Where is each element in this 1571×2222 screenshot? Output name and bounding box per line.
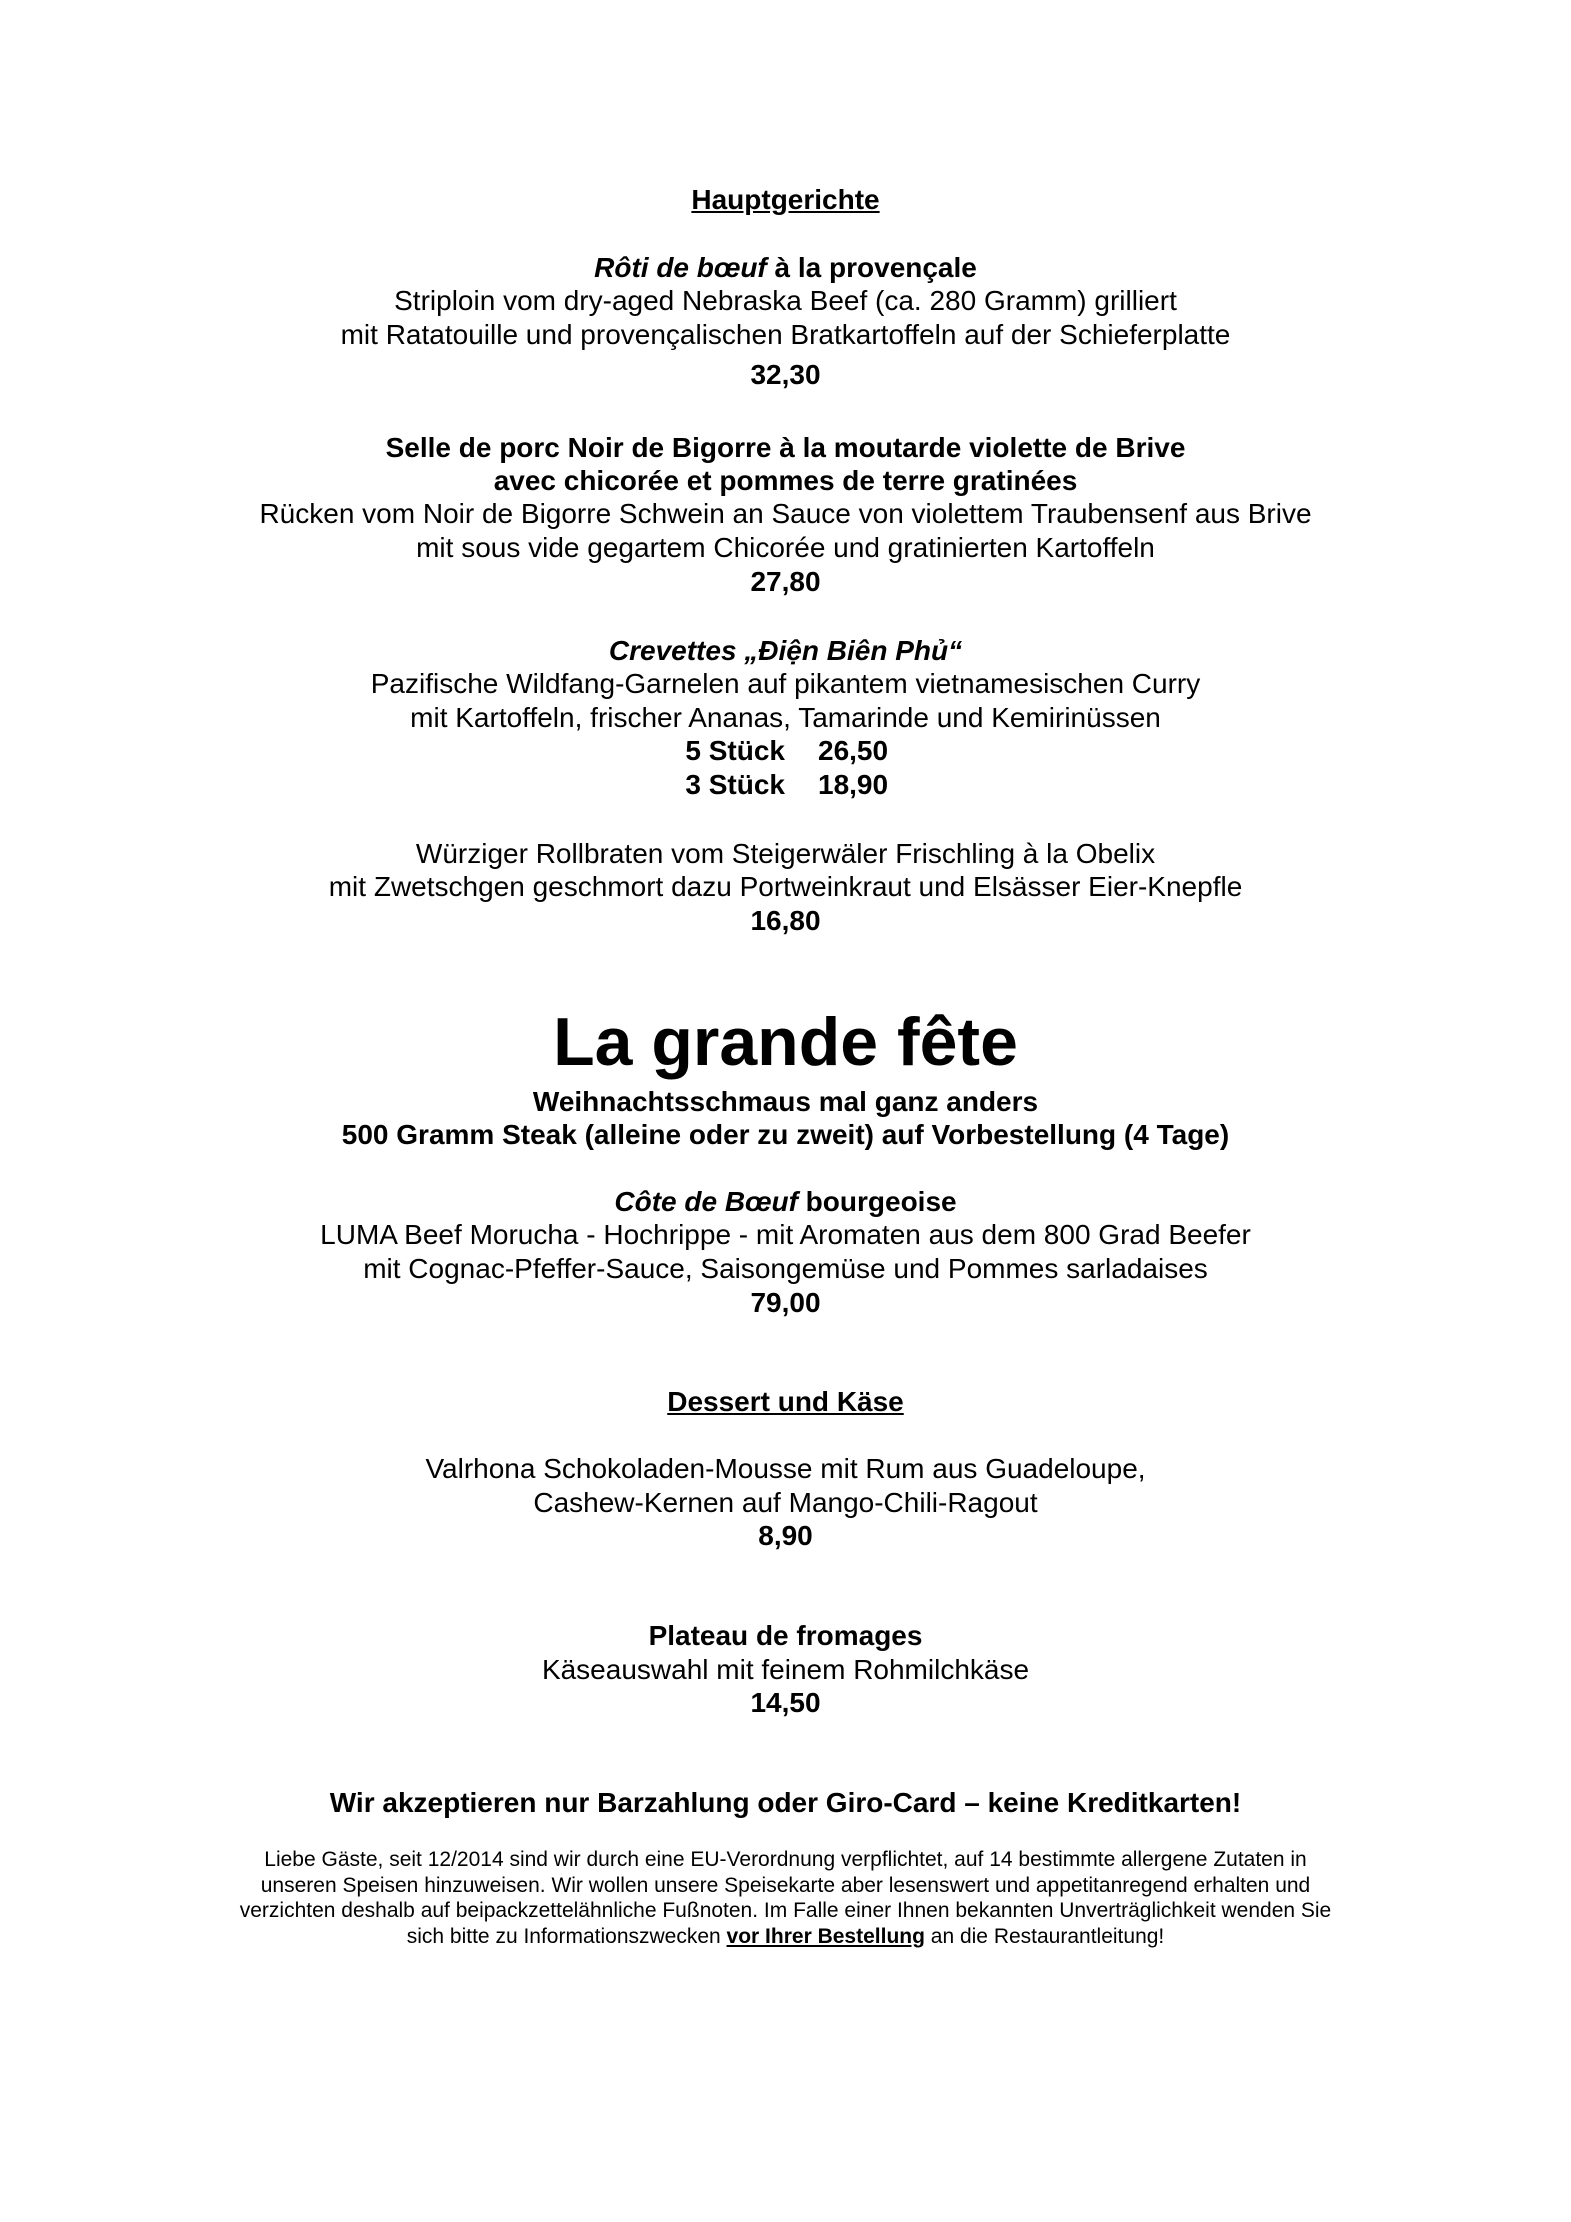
dish-title-roti [0,251,1571,285]
section-heading-main: Hauptgerichte [691,184,880,215]
dish-description: Pazifische Wildfang-Garnelen auf pikantem vietnamesischen Curry [370,668,1201,699]
special-title: La grande fête [553,1004,1018,1080]
dish-title-crevettes: Crevettes „Điện Biên Phủ“ [608,635,963,666]
dish-title-italic: Rôti de bœuf [594,252,767,283]
allergen-note-line: unseren Speisen hinzuweisen. Wir wollen unsere Speisekarte aber lesenswert und appetitanregend erhalten und [260,1874,1311,1897]
dish-price: 27,80 [750,566,821,597]
dish-description: mit Ratatouille und provençalischen Bratkartoffeln auf der Schieferplatte [340,319,1231,350]
dish-price: 14,50 [750,1687,821,1718]
dish-description: mit sous vide gegartem Chicorée und gratinierten Kartoffeln [416,532,1155,563]
option-quantity: 3 Stück [685,769,785,800]
dish-description: Striploin vom dry-aged Nebraska Beef (ca. 280 Gramm) grilliert [394,285,1177,316]
allergen-note-line [0,1924,1571,1950]
dish-title-italic: Côte de Bœuf [614,1186,798,1217]
dish-price: 8,90 [758,1520,813,1551]
allergen-note-line: Liebe Gäste, seit 12/2014 sind wir durch eine EU-Verordnung verpflichtet, auf 14 bestimmte allergene Zutaten in [264,1848,1307,1871]
dish-description: Valrhona Schokoladen-Mousse mit Rum aus Guadeloupe, [425,1453,1146,1484]
dish-price: 79,00 [750,1287,821,1318]
allergen-note-text: an die Restaurantleitung! [924,1925,1165,1948]
allergen-note-emphasis: vor Ihrer Bestellung [726,1925,925,1948]
dish-description: mit Cognac-Pfeffer-Sauce, Saisongemüse und Pommes sarladaises [363,1253,1208,1284]
dish-description: LUMA Beef Morucha - Hochrippe - mit Aromaten aus dem 800 Grad Beefer [320,1219,1251,1250]
option-price: 18,90 [818,769,889,800]
payment-notice: Wir akzeptieren nur Barzahlung oder Giro-Card – keine Kreditkarten! [329,1787,1242,1818]
dish-title-plateau: Plateau de fromages [648,1620,923,1651]
section-heading-dessert: Dessert und Käse [667,1386,904,1417]
dish-description: mit Zwetschgen geschmort dazu Portweinkraut und Elsässer Eier-Knepfle [328,871,1243,902]
dish-price: 16,80 [750,905,821,936]
dish-title-cote [0,1185,1571,1219]
dish-description: Cashew-Kernen auf Mango-Chili-Ragout [533,1487,1038,1518]
dish-title-rest: bourgeoise [797,1186,957,1217]
dish-title-selle: Selle de porc Noir de Bigorre à la moutarde violette de Brive [385,432,1186,463]
dish-description: Rücken vom Noir de Bigorre Schwein an Sauce von violettem Traubensenf aus Brive [259,498,1312,529]
special-subtitle: 500 Gramm Steak (alleine oder zu zweit) auf Vorbestellung (4 Tage) [341,1119,1230,1150]
dish-title-selle-line2: avec chicorée et pommes de terre gratinées [493,465,1078,496]
dish-description: Würziger Rollbraten vom Steigerwäler Frischling à la Obelix [415,838,1156,869]
allergen-note-text: sich bitte zu Informationszwecken [406,1925,727,1948]
allergen-note-line: verzichten deshalb auf beipackzettelähnliche Fußnoten. Im Falle einer Ihnen bekannten Unverträglichkeit wenden Sie [239,1899,1332,1922]
dish-description: mit Kartoffeln, frischer Ananas, Tamarinde und Kemirinüssen [410,702,1161,733]
dish-description: Käseauswahl mit feinem Rohmilchkäse [541,1654,1030,1685]
dish-price: 32,30 [750,359,821,390]
dish-title-rest: à la provençale [766,252,977,283]
option-price: 26,50 [818,735,889,766]
option-quantity: 5 Stück [685,735,785,766]
special-subtitle: Weihnachtsschmaus mal ganz anders [532,1086,1039,1117]
